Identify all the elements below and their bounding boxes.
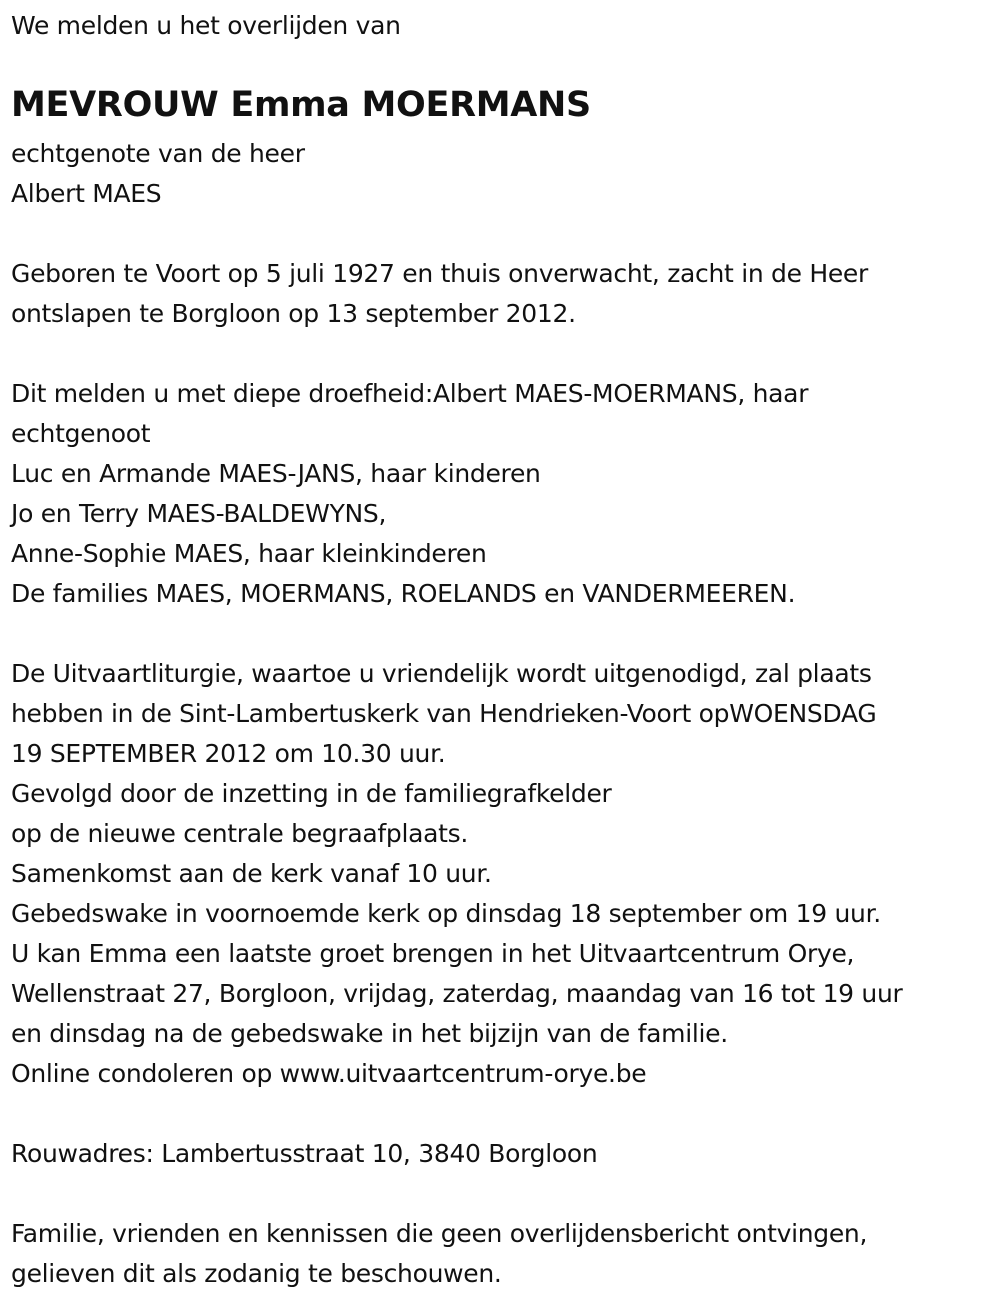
deceased-name: MEVROUW Emma MOERMANS (11, 85, 591, 125)
family-line: Jo en Terry MAES-BALDEWYNS, (11, 499, 387, 528)
service-block (11, 654, 903, 1094)
service-line: U kan Emma een laatste groet brengen in het Uitvaartcentrum Orye, (11, 939, 855, 968)
service-line: De Uitvaartliturgie, waartoe u vriendelijk wordt uitgenodigd, zal plaats (11, 659, 872, 688)
spouse-block (11, 134, 305, 214)
closing-line: Familie, vrienden en kennissen die geen overlijdensbericht ontvingen, (11, 1219, 868, 1248)
service-line: Online condoleren op www.uitvaartcentrum-orye.be (11, 1059, 647, 1088)
birth-death-line: Geboren te Voort op 5 juli 1927 en thuis onverwacht, zacht in de Heer (11, 259, 868, 288)
spouse-line: Albert MAES (11, 179, 162, 208)
family-block (11, 374, 808, 614)
birth-death-line: ontslapen te Borgloon op 13 september 2012. (11, 299, 576, 328)
intro-line: We melden u het overlijden van (11, 11, 401, 40)
birth-death-block (11, 254, 868, 334)
mourning-address: Rouwadres: Lambertusstraat 10, 3840 Borgloon (11, 1139, 598, 1168)
service-line: Wellenstraat 27, Borgloon, vrijdag, zaterdag, maandag van 16 tot 19 uur (11, 979, 903, 1008)
family-line: Dit melden u met diepe droefheid:Albert MAES-MOERMANS, haar (11, 379, 809, 408)
closing-line: gelieven dit als zodanig te beschouwen. (11, 1259, 502, 1288)
service-line: Gebedswake in voornoemde kerk op dinsdag 18 september om 19 uur. (11, 899, 881, 928)
service-line: 19 SEPTEMBER 2012 om 10.30 uur. (11, 739, 446, 768)
closing-block (11, 1214, 867, 1294)
service-line: op de nieuwe centrale begraafplaats. (11, 819, 469, 848)
family-line: echtgenoot (11, 419, 151, 448)
address-block (11, 1134, 597, 1174)
service-line: Samenkomst aan de kerk vanaf 10 uur. (11, 859, 492, 888)
family-line: De families MAES, MOERMANS, ROELANDS en VANDERMEEREN. (11, 579, 796, 608)
service-line: hebben in de Sint-Lambertuskerk van Hendrieken-Voort opWOENSDAG (11, 699, 877, 728)
service-line: en dinsdag na de gebedswake in het bijzijn van de familie. (11, 1019, 728, 1048)
family-line: Luc en Armande MAES-JANS, haar kinderen (11, 459, 541, 488)
family-line: Anne-Sophie MAES, haar kleinkinderen (11, 539, 487, 568)
service-line: Gevolgd door de inzetting in de familiegrafkelder (11, 779, 612, 808)
spouse-line: echtgenote van de heer (11, 139, 305, 168)
